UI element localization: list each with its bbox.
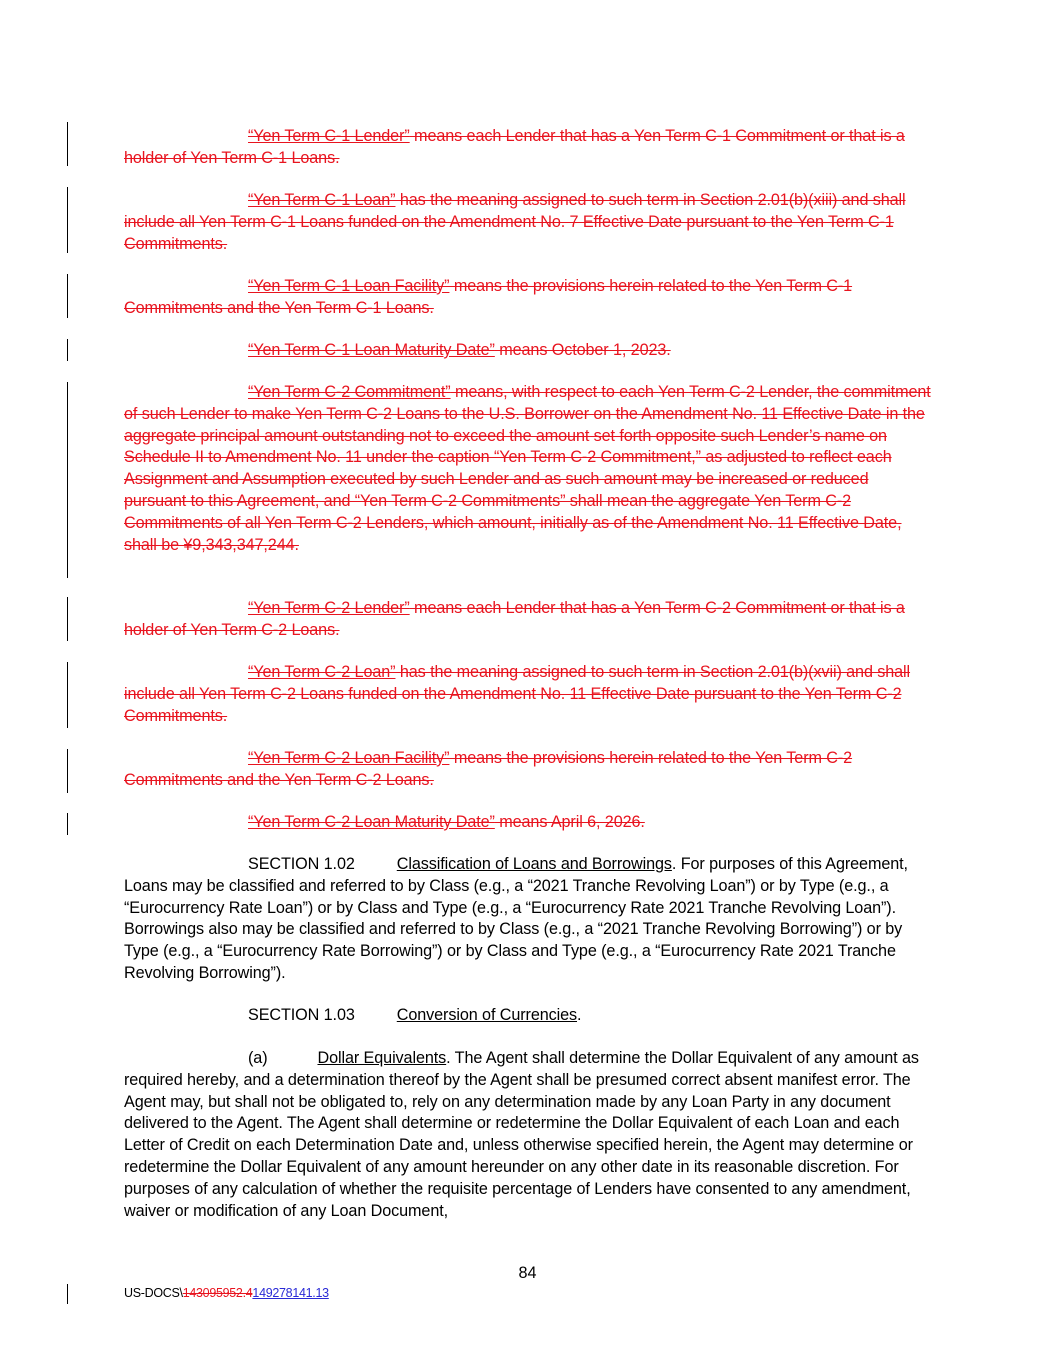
section-trail: . xyxy=(577,1006,582,1024)
change-bar xyxy=(67,122,68,166)
defined-term: “Yen Term C-2 Lender” xyxy=(248,599,410,617)
clause-body: . The Agent shall determine the Dollar Equivalent of any amount as required hereby, and a determination thereof by the Agent shall be presumed correct absent manifest error. The Agent may, but shall not be obligated to, rely on any determination made by any Loan Party in any document delivered to the Agent. The Agent shall determine or redetermine the Dollar Equivalent of each Loan and each Letter of Credit on each Determination Date and, unless otherwise specified herein, the Agent may determine or redetermine the Dollar Equivalent of any amount hereunder on any other date in its reasonable discretion. For purposes of any calculation of whether the requisite percentage of Lenders have consented to any amendment, waiver or modification of any Loan Document, xyxy=(124,1049,919,1220)
defined-term: “Yen Term C-1 Loan Maturity Date” xyxy=(248,341,495,359)
deleted-definition xyxy=(124,276,932,320)
deleted-definition xyxy=(124,190,932,255)
deleted-doc-id: 143095952.4 xyxy=(182,1286,253,1300)
definition-text: means October 1, 2023. xyxy=(494,341,671,359)
clause-heading: Dollar Equivalents xyxy=(317,1049,447,1067)
section-1-03 xyxy=(124,1005,932,1027)
change-bar xyxy=(67,274,68,318)
deleted-definition xyxy=(124,812,932,834)
doc-id-prefix: US-DOCS\ xyxy=(124,1286,183,1300)
clause-label: (a) xyxy=(248,1049,268,1067)
change-bar xyxy=(67,339,68,361)
change-bar xyxy=(67,749,68,793)
definition-text: means, with respect to each Yen Term C-2 Lender, the commitment of such Lender to make Yen Term C-2 Loans to the U.S. Borrower on the Amendment No. 11 Effective Date in the aggregate principal amount outstanding not to exceed the amount set forth opposite such Lender’s name on Schedule II to Amendment No. 11 under the caption “Yen Term C-2 Commitment,” as adjusted to reflect each Assignment and Assumption executed by such Lender and as such amount may be increased or reduced pursuant to this Agreement, and “Yen Term C-2 Commitments” shall mean the aggregate Yen Term C-2 Commitments of all Yen Term C-2 Lenders, which amount, initially as of the Amendment No. 11 Effective Date, shall be ¥9,343,347,244. xyxy=(124,383,931,554)
change-bar xyxy=(67,382,68,578)
defined-term: “Yen Term C-2 Loan Maturity Date” xyxy=(248,813,495,831)
defined-term: “Yen Term C-2 Commitment” xyxy=(248,383,451,401)
defined-term: “Yen Term C-1 Loan” xyxy=(248,191,396,209)
section-heading: Conversion of Currencies xyxy=(396,1006,578,1024)
definition-text: means each Lender that has a Yen Term C-1 Commitment or that is a holder of Yen Term C-1 Loans. xyxy=(124,127,905,167)
change-bar xyxy=(67,1284,68,1304)
change-bar xyxy=(67,187,68,253)
deleted-definition xyxy=(124,382,932,556)
document-id-footer xyxy=(124,1286,329,1300)
deleted-definition xyxy=(124,662,932,727)
change-bar xyxy=(67,597,68,641)
change-bar xyxy=(67,662,68,728)
defined-term: “Yen Term C-2 Loan” xyxy=(248,663,396,681)
clause-a xyxy=(124,1048,932,1222)
section-number: SECTION 1.02 xyxy=(248,855,355,873)
defined-term: “Yen Term C-1 Lender” xyxy=(248,127,410,145)
section-number: SECTION 1.03 xyxy=(248,1006,355,1024)
definition-text: means the provisions herein related to the Yen Term C-2 Commitments and the Yen Term C-2 Loans. xyxy=(124,749,853,789)
section-1-02 xyxy=(124,854,932,985)
section-heading: Classification of Loans and Borrowings xyxy=(396,855,672,873)
deleted-definition xyxy=(124,340,932,362)
inserted-doc-id: 149278141.13 xyxy=(252,1286,329,1300)
defined-term: “Yen Term C-2 Loan Facility” xyxy=(248,749,450,767)
section-body: . For purposes of this Agreement, Loans may be classified and referred to by Class (e.g., a “2021 Tranche Revolving Loan”) or by Type (e.g., a “Eurocurrency Rate Loan”) or by Class and Type (e.g., a “Eurocurrency Rate 2021 Tranche Revolving Loan”). Borrowings also may be classified and referred to by Class (e.g., a “2021 Tranche Revolving Borrowing”) or by Type (e.g., a “Eurocurrency Rate Borrowing”) or by Class and Type (e.g., a “Eurocurrency Rate 2021 Tranche Revolving Borrowing”). xyxy=(124,855,908,982)
defined-term: “Yen Term C-1 Loan Facility” xyxy=(248,277,450,295)
change-bar xyxy=(67,813,68,835)
definition-text: means the provisions herein related to the Yen Term C-1 Commitments and the Yen Term C-1 Loans. xyxy=(124,277,853,317)
deleted-definition xyxy=(124,598,932,642)
definition-text: means each Lender that has a Yen Term C-2 Commitment or that is a holder of Yen Term C-2 Loans. xyxy=(124,599,905,639)
deleted-definition xyxy=(124,748,932,792)
definition-text: has the meaning assigned to such term in Section 2.01(b)(xvii) and shall include all Yen Term C-2 Loans funded on the Amendment No. 11 Effective Date pursuant to the Yen Term C-2 Commitments. xyxy=(124,663,911,725)
definition-text: means April 6, 2026. xyxy=(494,813,645,831)
definition-text: has the meaning assigned to such term in Section 2.01(b)(xiii) and shall include all Yen Term C-1 Loans funded on the Amendment No. 7 Effective Date pursuant to the Yen Term C-1 Commitments. xyxy=(124,191,906,253)
page-number: 84 xyxy=(518,1264,537,1282)
deleted-definition xyxy=(124,126,932,170)
